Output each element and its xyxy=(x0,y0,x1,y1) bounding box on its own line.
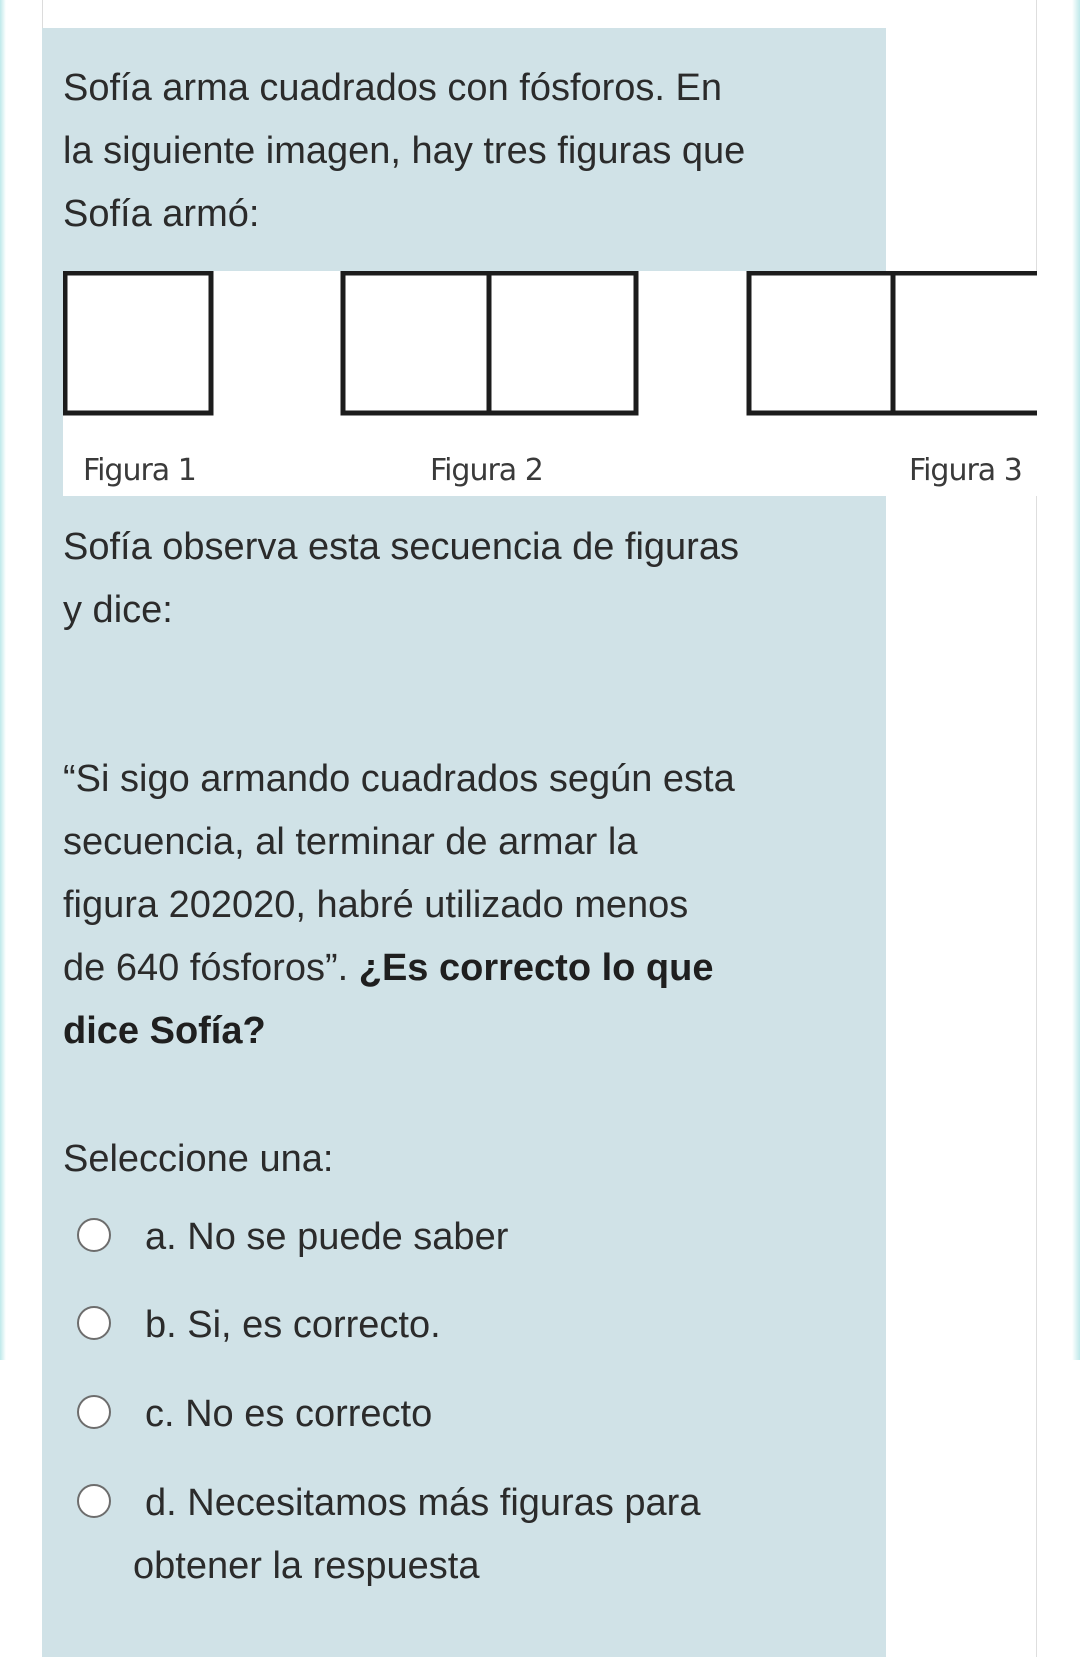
question-emphasis: ¿Es correcto lo que xyxy=(358,947,714,989)
question-intro-line-3: Sofía armó: xyxy=(63,193,260,235)
observe-line-2: y dice: xyxy=(63,589,173,631)
option-a-label: a. No se puede saber xyxy=(145,1216,509,1258)
quote-line-1: “Si sigo armando cuadrados según esta xyxy=(63,758,735,800)
option-d[interactable] xyxy=(63,1472,863,1598)
option-c-radio[interactable] xyxy=(77,1395,111,1429)
option-c[interactable] xyxy=(63,1383,863,1446)
option-d-label: d. Necesitamos más figuras para xyxy=(145,1482,701,1524)
option-b-radio[interactable] xyxy=(77,1306,111,1340)
frame-border-right xyxy=(1036,0,1037,1657)
select-prompt: Seleccione una: xyxy=(63,1138,334,1180)
matchstick-figures-image xyxy=(63,271,1037,496)
quote-line-3: figura 202020, habré utilizado menos xyxy=(63,884,689,926)
figure-2-label: Figura 2 xyxy=(430,453,543,488)
option-d-label-continuation: obtener la respuesta xyxy=(133,1545,480,1587)
left-edge-decoration xyxy=(0,0,6,1360)
quote-line-4 xyxy=(63,937,713,1000)
figure-3-label: Figura 3 xyxy=(909,453,1022,488)
frame-border-left xyxy=(42,0,43,28)
quote-line-2: secuencia, al terminar de armar la xyxy=(63,821,638,863)
squares-drawing xyxy=(63,271,1037,496)
question-emphasis-end: dice Sofía? xyxy=(63,1010,266,1052)
option-a[interactable] xyxy=(63,1206,863,1269)
option-a-radio[interactable] xyxy=(77,1218,111,1252)
option-d-radio[interactable] xyxy=(77,1484,111,1518)
figure-1-label: Figura 1 xyxy=(83,453,196,488)
observe-line-1: Sofía observa esta secuencia de figuras xyxy=(63,526,739,568)
option-b-label: b. Si, es correcto. xyxy=(145,1304,441,1346)
right-edge-decoration xyxy=(1072,0,1080,1360)
option-c-label: c. No es correcto xyxy=(145,1393,433,1435)
quote-line-5 xyxy=(63,1000,266,1063)
question-intro-line-2: la siguiente imagen, hay tres figuras que xyxy=(63,130,746,172)
figure-1-square xyxy=(65,273,211,413)
option-b[interactable] xyxy=(63,1294,863,1357)
question-intro-line-1: Sofía arma cuadrados con fósforos. En xyxy=(63,67,723,109)
quote-line-4-text: de 640 fósforos”. xyxy=(63,947,359,989)
